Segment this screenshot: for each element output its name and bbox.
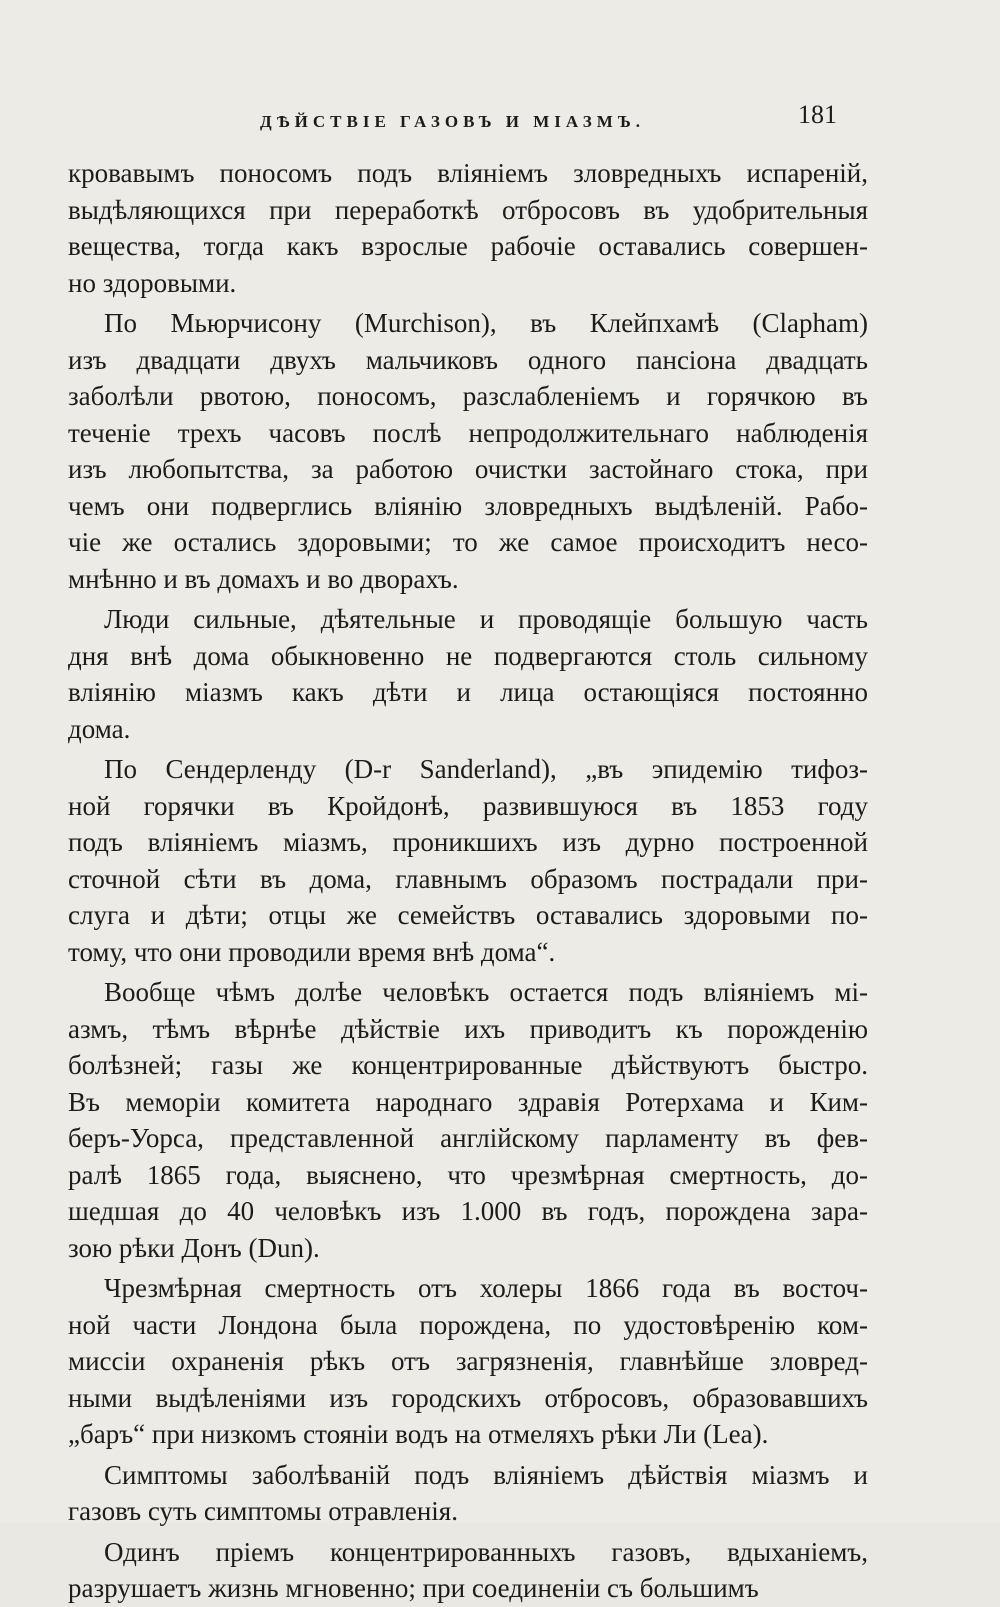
text-line: шедшая до 40 человѣкъ изъ 1.000 въ годъ, порождена зара- [68, 1196, 868, 1226]
paragraph [68, 1534, 868, 1607]
body-text [68, 155, 868, 1607]
text-line: мнѣнно и въ домахъ и во дворахъ. [68, 563, 459, 594]
page-header [60, 98, 860, 138]
paragraph [68, 155, 868, 301]
text-line: По Сендерленду (D-r Sanderland), „въ эпидемію тифоз- [104, 754, 868, 784]
text-line: газовъ суть симптомы отравленія. [68, 1496, 458, 1526]
text-line: болѣзней; газы же концентрированные дѣйствуютъ быстро. [68, 1050, 868, 1080]
text-line: чемъ они подверглись вліянію зловредныхъ выдѣленій. Рабо- [68, 490, 868, 521]
text-line: кровавымъ поносомъ подъ вліяніемъ зловредныхъ испареній, [68, 158, 868, 188]
text-line: ралѣ 1865 года, выяснено, что чрезмѣрная смертность, до- [68, 1159, 868, 1190]
text-line: теченіе трехъ часовъ послѣ непродолжительнаго наблюденія [68, 417, 868, 448]
text-line: заболѣли рвотою, поносомъ, разслабленіемъ и горячкою въ [68, 381, 868, 411]
text-line: вліянію міазмъ какъ дѣти и лица остающіяся постоянно [68, 677, 868, 707]
text-line: Люди сильные, дѣятельные и проводящіе большую часть [104, 604, 868, 634]
text-line: слуга и дѣти; отцы же семействъ оставались здоровыми по- [68, 900, 868, 930]
paragraph [68, 601, 868, 747]
text-line: азмъ, тѣмъ вѣрнѣе дѣйствіе ихъ приводитъ къ порожденію [68, 1013, 868, 1044]
text-line: ной горячки въ Кройдонѣ, развившуюся въ 1853 году [68, 790, 868, 821]
text-line: но здоровыми. [68, 267, 237, 298]
text-line: тому, что они проводили время внѣ дома“. [68, 936, 556, 967]
text-line: сточной сѣти въ дома, главнымъ образомъ пострадали при- [68, 863, 868, 894]
text-line: миссіи охраненія рѣкъ отъ загрязненія, главнѣйше зловред- [68, 1346, 868, 1376]
text-line: чіе же остались здоровыми; то же самое происходитъ несо- [68, 527, 868, 557]
text-line: дня внѣ дома обыкновенно не подвергаются столь сильному [68, 640, 868, 671]
text-line: Чрезмѣрная смертность отъ холеры 1866 года въ восточ- [104, 1273, 868, 1303]
text-line: Въ меморіи комитета народнаго здравія Ротерхама и Ким- [68, 1086, 868, 1117]
text-line: ной части Лондона была порождена, по удостовѣренію ком- [68, 1309, 868, 1340]
paragraph [68, 974, 868, 1266]
text-line: разрушаетъ жизнь мгновенно; при соединеніи съ большимъ [68, 1573, 759, 1603]
text-line: изъ двадцати двухъ мальчиковъ одного пансіона двадцать [68, 344, 868, 375]
paragraph [68, 305, 868, 597]
text-line: дома. [68, 713, 131, 744]
running-head: ДѢЙСТВІЕ ГАЗОВЪ И МІАЗМЪ. [260, 112, 646, 131]
text-line: По Мьюрчисону (Murchison), въ Клейпхамѣ (Clapham) [104, 308, 868, 338]
text-line: беръ-Уорса, представленной англійскому парламенту въ фев- [68, 1123, 868, 1153]
text-line: вещества, тогда какъ взрослые рабочіе оставались совершен- [68, 231, 868, 261]
text-line: изъ любопытства, за работою очистки застойнаго стока, при [68, 454, 868, 484]
text-line: „баръ“ при низкомъ стояніи водъ на отмеляхъ рѣки Ли (Lea). [68, 1419, 769, 1449]
text-line: Симптомы заболѣваній подъ вліяніемъ дѣйствія міазмъ и [104, 1459, 868, 1490]
paragraph [68, 1457, 868, 1530]
text-line: подъ вліяніемъ міазмъ, проникшихъ изъ дурно построенной [68, 827, 868, 857]
text-line: зою рѣки Донъ (Dun). [68, 1232, 320, 1263]
text-line: ными выдѣленіями изъ городскихъ отбросовъ, образовавшихъ [68, 1382, 868, 1413]
text-line: Вообще чѣмъ долѣе человѣкъ остается подъ вліяніемъ мі- [104, 977, 868, 1007]
text-line: выдѣляющихся при переработкѣ отбросовъ въ удобрительныя [68, 194, 868, 225]
page-number: 181 [798, 100, 837, 129]
paragraph [68, 1270, 868, 1453]
paragraph [68, 751, 868, 970]
text-line: Одинъ пріемъ концентрированныхъ газовъ, вдыханіемъ, [104, 1536, 868, 1567]
